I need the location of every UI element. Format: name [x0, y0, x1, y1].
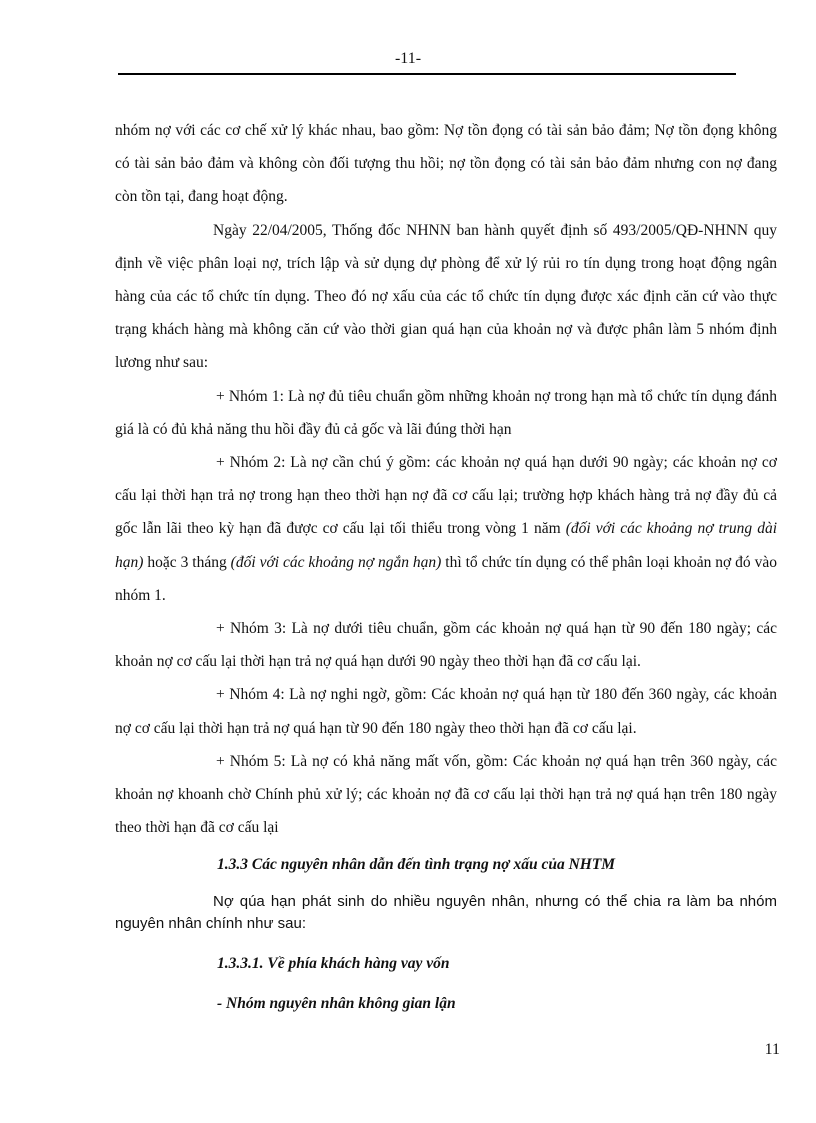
paragraph-intro-causes: Nợ qúa hạn phát sinh do nhiều nguyên nhân, nhưng có thể chia ra làm ba nhóm nguyên nhân chính như sau:	[115, 892, 777, 932]
paragraph-group-3: + Nhóm 3: Là nợ dưới tiêu chuẩn, gồm các khoản nợ quá hạn từ 90 đến 180 ngày; các khoản nợ cơ cấu lại thời hạn trả nợ quá hạn dưới 90 ngày theo thời hạn đã cơ cấu lại.	[115, 620, 777, 671]
paragraph-group-2	[115, 446, 777, 612]
page-number: 11	[764, 1041, 780, 1058]
header-rule	[118, 73, 736, 75]
paragraph-decision-493: Ngày 22/04/2005, Thống đốc NHNN ban hành quyết định số 493/2005/QĐ-NHNN quy định về việc phân loại nợ, trích lập và sử dụng dự phòng để xử lý rủi ro tín dụng trong hoạt động ngân hàng của các tổ chức tín dụng. Theo đó nợ xấu của các tổ chức tín dụng được xác định căn cứ vào thực trạng khách hàng mà không căn cứ vào thời gian quá hạn của khoản nợ và được phân làm 5 nhóm định lương như sau:	[115, 221, 777, 372]
subsection-heading: 1.3.3.1. Về phía khách hàng vay vốn	[217, 954, 450, 972]
group-2-italic-a: (đối với các khoảng nợ trung dài hạn)	[115, 520, 777, 571]
group-2-text-b: hoặc 3 tháng	[143, 553, 231, 571]
group-2-text-a: + Nhóm 2: Là nợ cần chú ý gồm: các khoản nợ quá hạn dưới 90 ngày; các khoản nợ cơ cấu lại thời hạn trả nợ trong hạn theo thời hạn nợ đã cơ cấu lại; trường hợp khách hàng trả nợ đầy đủ cả gốc lẫn lãi theo kỳ hạn đã được cơ cấu lại tối thiểu trong vòng 1 năm	[115, 454, 777, 538]
page-header-label: -11-	[394, 50, 422, 67]
group-2-text-c: thì tổ chức tín dụng có thể phân loại khoản nợ đó vào nhóm 1.	[115, 553, 777, 604]
paragraph-group-5: + Nhóm 5: Là nợ có khả năng mất vốn, gồm: Các khoản nợ quá hạn trên 360 ngày, các khoản nợ khoanh chờ Chính phủ xử lý; các khoản nợ đã cơ cấu lại thời hạn trả nợ quá hạn trên 180 ngày theo thời hạn đã cơ cấu lại	[115, 752, 777, 837]
paragraph-group-1: + Nhóm 1: Là nợ đủ tiêu chuẩn gồm những khoản nợ trong hạn mà tổ chức tín dụng đánh giá là có đủ khả năng thu hồi đầy đủ cả gốc và lãi đúng thời hạn	[115, 387, 777, 438]
paragraph-group-4: + Nhóm 4: Là nợ nghi ngờ, gồm: Các khoản nợ quá hạn từ 180 đến 360 ngày, các khoản nợ cơ cấu lại thời hạn trả nợ quá hạn từ 90 đến 180 ngày theo thời hạn đã cơ cấu lại.	[115, 686, 777, 737]
section-heading: 1.3.3 Các nguyên nhân dẫn đến tình trạng nợ xấu của NHTM	[217, 856, 616, 874]
sub-heading-non-fraud: - Nhóm nguyên nhân không gian lận	[217, 994, 456, 1012]
paragraph-debt-groups: nhóm nợ với các cơ chế xử lý khác nhau, bao gồm: Nợ tồn đọng có tài sản bảo đảm; Nợ tồn đọng không có tài sản bảo đảm và không còn đối tượng thu hồi; nợ tồn đọng có tài sản bảo đảm nhưng con nợ đang còn tồn tại, đang hoạt động.	[115, 122, 777, 206]
group-2-italic-b: (đối với các khoảng nợ ngắn hạn)	[230, 553, 442, 571]
document-body	[115, 114, 777, 1020]
